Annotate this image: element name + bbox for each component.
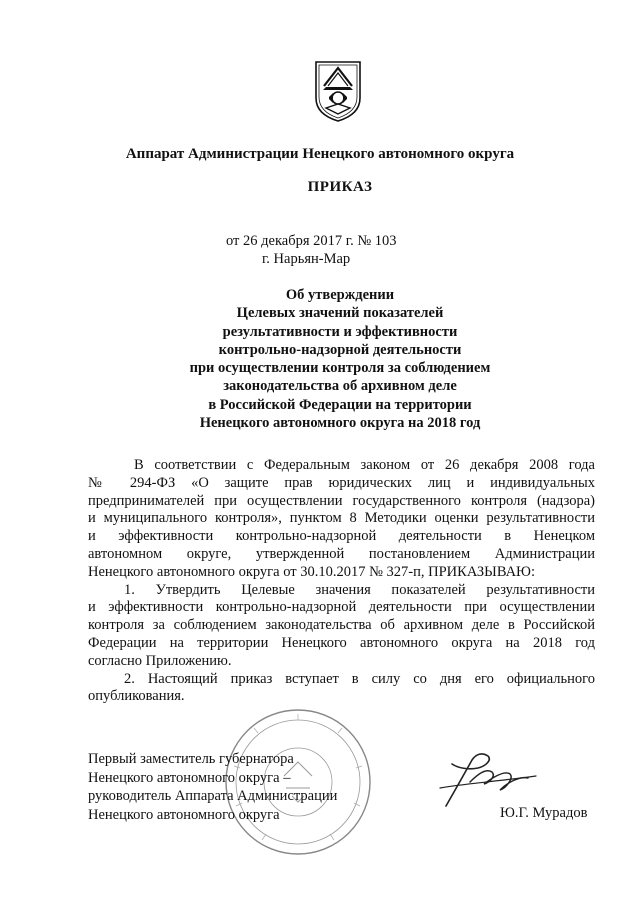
- body-line: 2. Настоящий приказ вступает в силу со дня его официального: [124, 670, 595, 687]
- document-type: ПРИКАЗ: [307, 179, 373, 195]
- signatory-name: Ю.Г. Мурадов: [500, 805, 588, 821]
- body-line: предпринимателей при осуществлении государственного контроля (надзора): [88, 492, 595, 509]
- title-line: результативности и эффективности: [222, 323, 458, 340]
- body-line: В соответствии с Федеральным законом от 26 декабря 2008 года: [134, 457, 595, 473]
- title-line: Ненецкого автономного округа на 2018 год: [199, 415, 481, 432]
- title-line: законодательства об архивном деле: [223, 378, 457, 395]
- title-line: в Российской Федерации на территории: [208, 396, 472, 413]
- document-body: [88, 457, 595, 706]
- body-line: и муниципального контроля», пунктом 8 Методики оценки результативности: [88, 510, 595, 527]
- title-line: Об утверждении: [285, 287, 395, 303]
- signatory-line: Ненецкого автономного округа: [88, 806, 280, 823]
- document-title: [20, 286, 640, 432]
- document-place: г. Нарьян-Мар: [262, 251, 351, 267]
- paragraph-item-1: [88, 582, 595, 671]
- organization-name: Аппарат Администрации Ненецкого автономного округа: [125, 146, 515, 162]
- title-line: при осуществлении контроля за соблюдением: [189, 360, 491, 377]
- title-line: контрольно-надзорной деятельности: [218, 341, 462, 358]
- handwritten-signature: [432, 748, 540, 812]
- body-line: Федерации на территории Ненецкого автономного округа на 2018 год: [88, 634, 595, 651]
- body-line: контроля за соблюдением законодательства об архивном деле в Российской: [88, 617, 595, 634]
- coat-of-arms-icon: [314, 60, 362, 122]
- signatory-line: руководитель Аппарата Администрации: [88, 788, 338, 804]
- body-line: автономном округе, утвержденной постановлением Администрации: [88, 545, 595, 562]
- paragraph-item-2: [88, 671, 595, 707]
- document-date-number: от 26 декабря 2017 г. № 103: [226, 233, 397, 249]
- body-line: № 294-ФЗ «О защите прав юридических лиц и индивидуальных: [88, 474, 595, 491]
- signatory-position: [88, 750, 337, 824]
- body-line: 1. Утвердить Целевые значения показателей результативности: [124, 581, 595, 598]
- title-line: Целевых значений показателей: [236, 305, 444, 322]
- body-line: согласно Приложению.: [88, 652, 232, 669]
- paragraph-preamble: [88, 457, 595, 582]
- body-line: опубликования.: [88, 688, 185, 705]
- signatory-line: Ненецкого автономного округа –: [88, 769, 291, 786]
- body-line: и эффективности контрольно-надзорной деятельности в Ненецком: [88, 528, 595, 545]
- signatory-line: Первый заместитель губернатора: [88, 751, 294, 767]
- body-line: и эффективности контрольно-надзорной деятельности при осуществлении: [88, 599, 595, 616]
- body-line: Ненецкого автономного округа от 30.10.2017 № 327-п, ПРИКАЗЫВАЮ:: [88, 563, 535, 580]
